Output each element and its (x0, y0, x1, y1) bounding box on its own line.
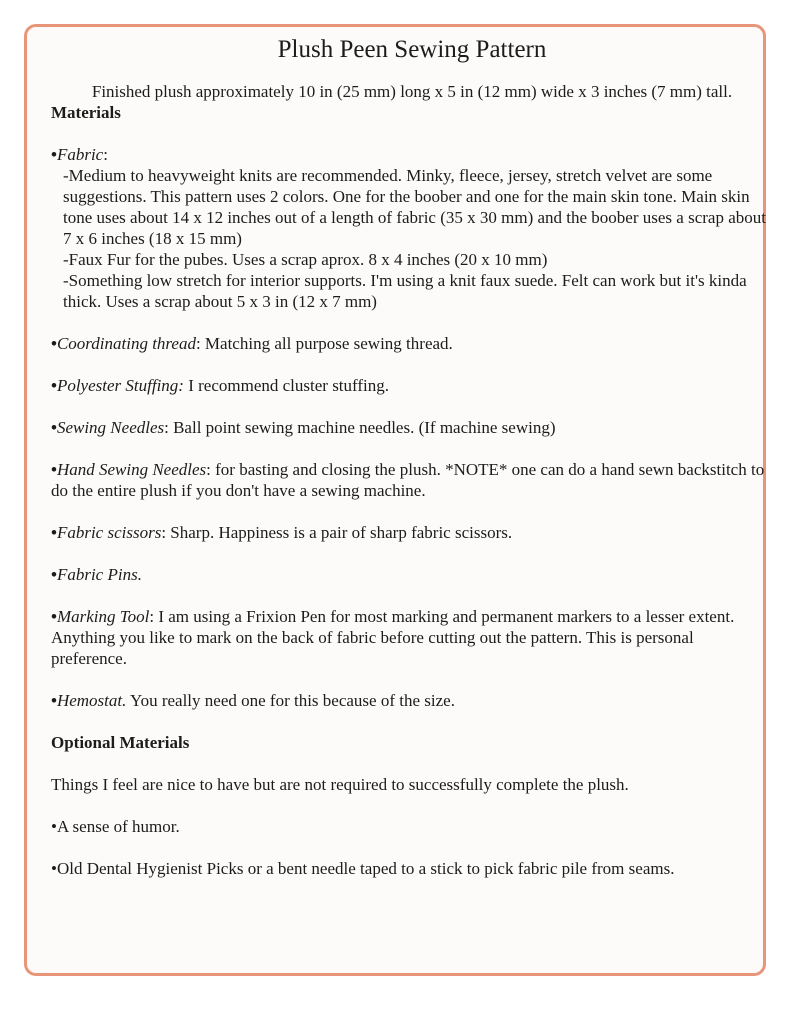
materials-item-fabric (51, 144, 773, 312)
optional-intro-text: Things I feel are nice to have but are not required to successfully complete the plush. (51, 775, 629, 794)
intro-text: Finished plush approximately 10 in (25 mm) long x 5 in (12 mm) wide x 3 inches (7 mm) tall. (91, 82, 733, 101)
fabric-line: -Medium to heavyweight knits are recommended. Minky, fleece, jersey, stretch velvet are some suggestions. This pattern uses 2 colors. One for the boober and one for the main skin tone. Main skin tone uses about 14 x 12 inches out of a length of fabric (35 x 30 mm) and the boober uses a scrap about 7 x 6 inches (18 x 15 mm) (63, 166, 766, 248)
item-label: Hand Sewing Needles (56, 460, 207, 479)
page-frame (24, 24, 766, 976)
optional-item-text: •A sense of humor. (51, 817, 180, 836)
item-text: : Ball point sewing machine needles. (If machine sewing) (164, 418, 556, 437)
item-label: Marking Tool (56, 607, 150, 626)
optional-intro (51, 774, 773, 795)
item-text: You really need one for this because of the size. (126, 691, 455, 710)
materials-item-scissors (51, 522, 773, 543)
optional-item-text: •Old Dental Hygienist Picks or a bent needle taped to a stick to pick fabric pile from seams. (51, 859, 675, 878)
item-text: I recommend cluster stuffing. (183, 376, 390, 395)
bullet-icon: • (51, 607, 57, 626)
fabric-label-line (51, 144, 773, 165)
fabric-label: Fabric (56, 145, 104, 164)
bullet-icon: • (51, 145, 57, 164)
item-label: Coordinating thread (56, 334, 196, 353)
item-text: : for basting and closing the plush. *NOTE* one can do a hand sewn backstitch to do the entire plush if you don't have a sewing machine. (51, 460, 765, 500)
bullet-icon: • (51, 418, 57, 437)
bullet-icon: • (51, 691, 57, 710)
bullet-icon: • (51, 334, 57, 353)
materials-item-sewing-needles (51, 417, 773, 438)
optional-item (51, 816, 773, 837)
bullet-icon: • (51, 376, 57, 395)
materials-item-pins (51, 564, 773, 585)
item-label: Hemostat. (56, 691, 127, 710)
optional-item (51, 858, 773, 879)
materials-item-hemostat (51, 690, 773, 711)
item-text: : I am using a Frixion Pen for most marking and permanent markers to a lesser extent. Anything you like to mark on the back of fabric before cutting out the pattern. This is personal preference. (51, 607, 735, 668)
item-text: : Matching all purpose sewing thread. (195, 334, 453, 353)
item-label: Fabric scissors (56, 523, 162, 542)
item-label: Sewing Needles (56, 418, 165, 437)
materials-item-marking-tool (51, 606, 773, 669)
page-title: Plush Peen Sewing Pattern (277, 36, 547, 63)
item-label: Polyester Stuffing: (56, 376, 184, 395)
document-body (51, 27, 773, 879)
bullet-icon: • (51, 523, 57, 542)
bullet-icon: • (51, 565, 57, 584)
materials-item-hand-needles (51, 459, 773, 501)
item-label: Fabric Pins. (56, 565, 142, 584)
materials-item-stuffing (51, 375, 773, 396)
materials-item-thread (51, 333, 773, 354)
bullet-icon: • (51, 460, 57, 479)
optional-materials-heading: Optional Materials (51, 733, 190, 752)
item-text: : Sharp. Happiness is a pair of sharp fabric scissors. (161, 523, 513, 542)
fabric-colon: : (103, 145, 108, 164)
fabric-line: -Faux Fur for the pubes. Uses a scrap aprox. 8 x 4 inches (20 x 10 mm) (63, 250, 548, 269)
materials-heading: Materials (51, 103, 121, 122)
fabric-line: -Something low stretch for interior supports. I'm using a knit faux suede. Felt can work but it's kinda thick. Uses a scrap about 5 x 3 in (12 x 7 mm) (63, 271, 747, 311)
